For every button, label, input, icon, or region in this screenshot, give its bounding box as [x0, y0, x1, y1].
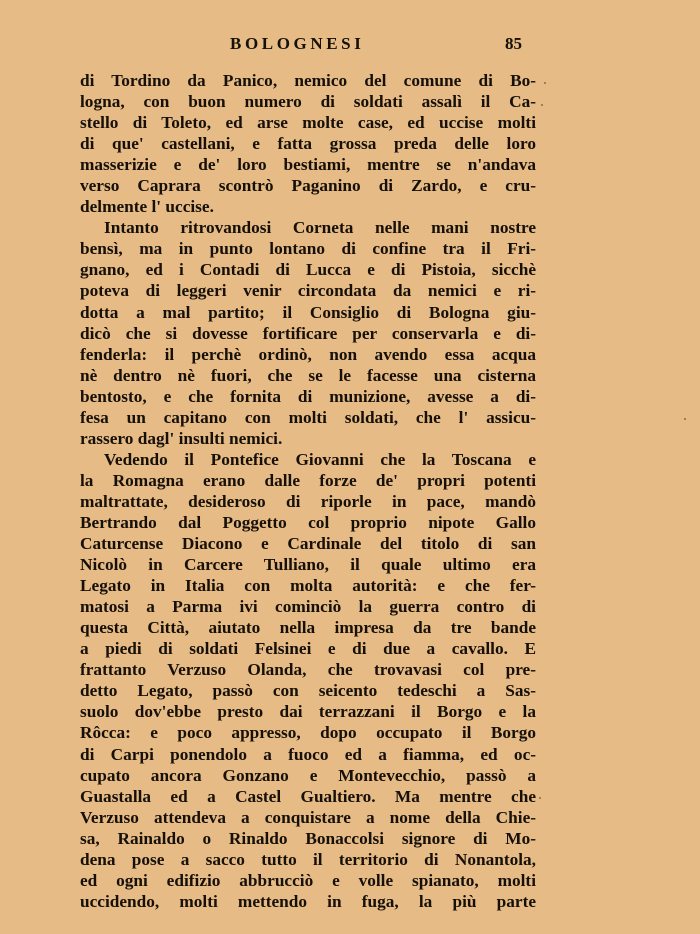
- text-line: questa Città, aiutato nella impresa da tre bande: [80, 618, 536, 638]
- text-line: dicò che si dovesse fortificare per conservarla e di-: [80, 323, 536, 343]
- text-line: poteva di leggeri venir circondata da nemici e ri-: [80, 281, 536, 301]
- text-line: la Romagna erano dalle forze de' propri potenti: [80, 470, 536, 490]
- text-line: dena pose a sacco tutto il territorio di Nonantola,: [80, 849, 536, 869]
- text-line: di Carpi ponendolo a fuoco ed a fiamma, ed oc-: [80, 744, 536, 764]
- text-line: Nicolò in Carcere Tulliano, il quale ultimo era: [80, 555, 536, 575]
- paper-speck: [541, 104, 543, 106]
- text-line: nè dentro nè fuori, che se le facesse una cisterna: [80, 365, 536, 385]
- text-line: frattanto Verzuso Olanda, che trovavasi col pre-: [80, 660, 536, 680]
- text-line: masserizie e de' loro bestiami, mentre se n'andava: [80, 155, 536, 175]
- paper-speck: [539, 797, 541, 799]
- paper-speck: [544, 82, 546, 84]
- text-line: dotta a mal partito; il Consiglio di Bologna giu-: [80, 302, 536, 322]
- text-line: fesa un capitano con molti soldati, che l' assicu-: [80, 407, 536, 427]
- text-line: di Tordino da Panico, nemico del comune di Bo-: [80, 71, 536, 90]
- text-line: Legato in Italia con molta autorità: e che fer-: [80, 576, 536, 596]
- text-line: stello di Toleto, ed arse molte case, ed uccise molti: [80, 113, 536, 133]
- text-line: gnano, ed i Contadi di Lucca e di Pistoia, sicchè: [80, 260, 536, 280]
- text-line: verso Caprara scontrò Paganino di Zardo, e cru-: [80, 176, 536, 196]
- text-line: bensì, ma in punto lontano di confine tra il Fri-: [80, 239, 536, 259]
- text-line: logna, con buon numero di soldati assalì il Ca-: [80, 92, 536, 112]
- text-line: bentosto, e che fornita di munizione, avesse a di-: [80, 386, 536, 406]
- text-line: maltrattate, desideroso di riporle in pace, mandò: [80, 491, 536, 511]
- text-line: suolo dov'ebbe presto dai terrazzani il Borgo e la: [80, 702, 536, 722]
- text-line: Verzuso attendeva a conquistare a nome della Chie-: [80, 807, 536, 827]
- text-line: a piedi di soldati Felsinei e di due a cavallo. E: [80, 639, 536, 659]
- running-title: BOLOGNESI: [230, 34, 365, 53]
- text-line: Vedendo il Pontefice Giovanni che la Toscana e: [104, 449, 536, 469]
- text-line: di que' castellani, e fatta grossa preda delle loro: [80, 134, 536, 154]
- text-line: rassero dagl' insulti nemici.: [80, 428, 283, 448]
- text-line: Bertrando dal Poggetto col proprio nipote Gallo: [80, 512, 536, 532]
- text-line: Rôcca: e poco appresso, dopo occupato il Borgo: [80, 723, 536, 743]
- text-line: matosi a Parma ivi cominciò la guerra contro di: [80, 597, 536, 617]
- text-line: fenderla: il perchè ordinò, non avendo essa acqua: [80, 344, 536, 364]
- text-line: cupato ancora Gonzano e Montevecchio, passò a: [80, 765, 536, 785]
- text-line: Intanto ritrovandosi Corneta nelle mani nostre: [104, 218, 536, 238]
- text-line: sa, Rainaldo o Rinaldo Bonaccolsi signore di Mo-: [80, 828, 536, 848]
- body-text: [80, 70, 536, 912]
- text-line: uccidendo, molti mettendo in fuga, la più parte: [80, 891, 536, 911]
- page-header: [82, 34, 522, 60]
- text-line: Guastalla ed a Castel Gualtiero. Ma mentre che: [80, 786, 536, 806]
- text-line: Caturcense Diacono e Cardinale del titolo di san: [80, 534, 536, 554]
- paper-speck: [684, 418, 686, 420]
- page-number: 85: [505, 34, 522, 53]
- text-line: detto Legato, passò con seicento tedeschi a Sas-: [80, 681, 536, 701]
- text-line: delmente l' uccise.: [80, 197, 214, 217]
- text-line: ed ogni edifizio abbrucciò e volle spianato, molti: [80, 870, 536, 890]
